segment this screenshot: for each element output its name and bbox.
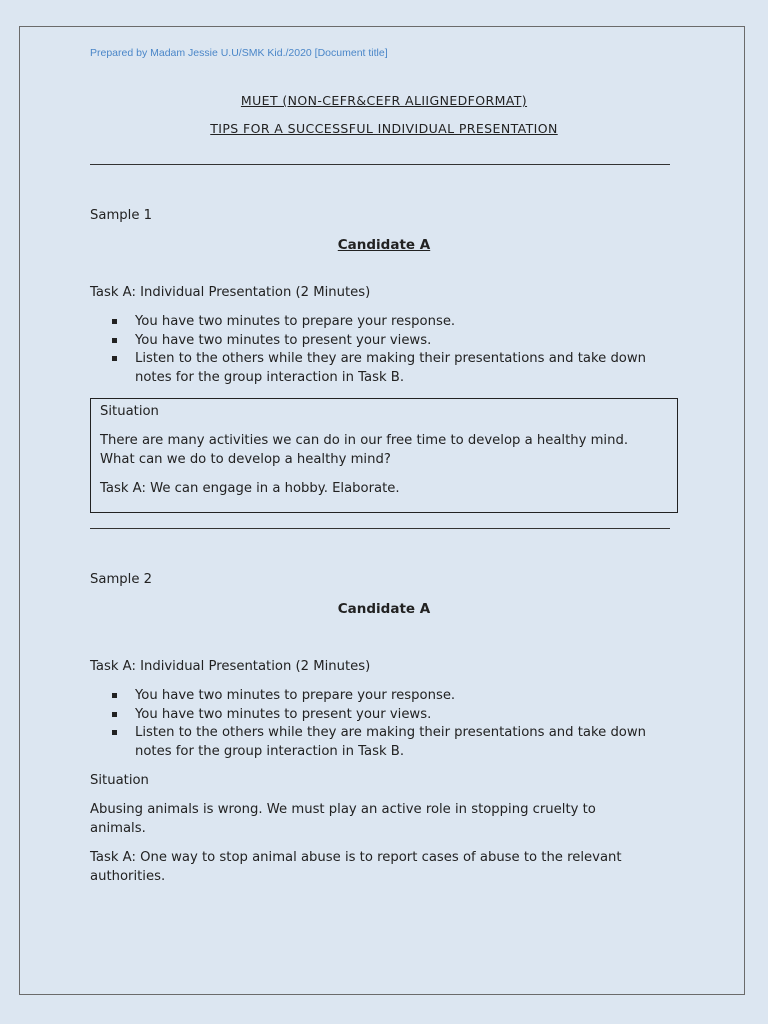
list-item-continuation: notes for the group interaction in Task B.: [135, 743, 405, 759]
sample-1-situation-box: [90, 398, 678, 513]
sample-1-candidate-heading: Candidate A: [337, 237, 431, 253]
bullet-icon: [112, 712, 117, 717]
document-title: MUET (NON-CEFR&CEFR ALIIGNEDFORMAT): [240, 93, 528, 108]
sample-2-task-heading: Task A: Individual Presentation (2 Minutes): [90, 659, 371, 674]
bullet-icon: [112, 693, 117, 698]
list-item: You have two minutes to prepare your response.: [110, 687, 646, 706]
situation-text-line-1: There are many activities we can do in our free time to develop a healthy mind.: [100, 433, 629, 448]
sample-2-candidate-heading: Candidate A: [337, 601, 431, 617]
sample-2-label: Sample 2: [90, 572, 153, 587]
list-item: You have two minutes to prepare your response.: [110, 313, 646, 332]
bullet-icon: [112, 338, 117, 343]
sample-1-instructions-list: [110, 313, 646, 387]
list-item-continuation: notes for the group interaction in Task B.: [135, 369, 405, 385]
bullet-icon: [112, 356, 117, 361]
divider-line: [90, 164, 670, 165]
sample-1-label: Sample 1: [90, 208, 153, 223]
sample-2-task-line-1: Task A: One way to stop animal abuse is to report cases of abuse to the relevant: [90, 850, 622, 865]
situation-label: Situation: [100, 404, 159, 419]
list-item: Listen to the others while they are making their presentations and take down: [110, 350, 646, 369]
situation-text-line-2: What can we do to develop a healthy mind?: [100, 451, 391, 467]
situation-task: Task A: We can engage in a hobby. Elaborate.: [100, 481, 400, 496]
bullet-icon: [112, 319, 117, 324]
document-subtitle: TIPS FOR A SUCCESSFUL INDIVIDUAL PRESENTATION: [210, 121, 558, 136]
bullet-icon: [112, 730, 117, 735]
sample-1-task-heading: Task A: Individual Presentation (2 Minutes): [90, 285, 371, 300]
divider-line: [90, 528, 670, 529]
list-item: You have two minutes to present your views.: [110, 332, 646, 351]
sample-2-task-line-2: authorities.: [90, 868, 166, 884]
list-item: Listen to the others while they are making their presentations and take down: [110, 724, 646, 743]
sample-2-situation-line-1: Abusing animals is wrong. We must play an active role in stopping cruelty to: [90, 802, 596, 817]
document-header: Prepared by Madam Jessie U.U/SMK Kid./2020 [Document title]: [90, 47, 388, 59]
list-item: You have two minutes to present your views.: [110, 706, 646, 725]
sample-2-situation-line-2: animals.: [90, 820, 146, 836]
sample-2-instructions-list: [110, 687, 646, 761]
sample-2-situation-label: Situation: [90, 773, 149, 788]
